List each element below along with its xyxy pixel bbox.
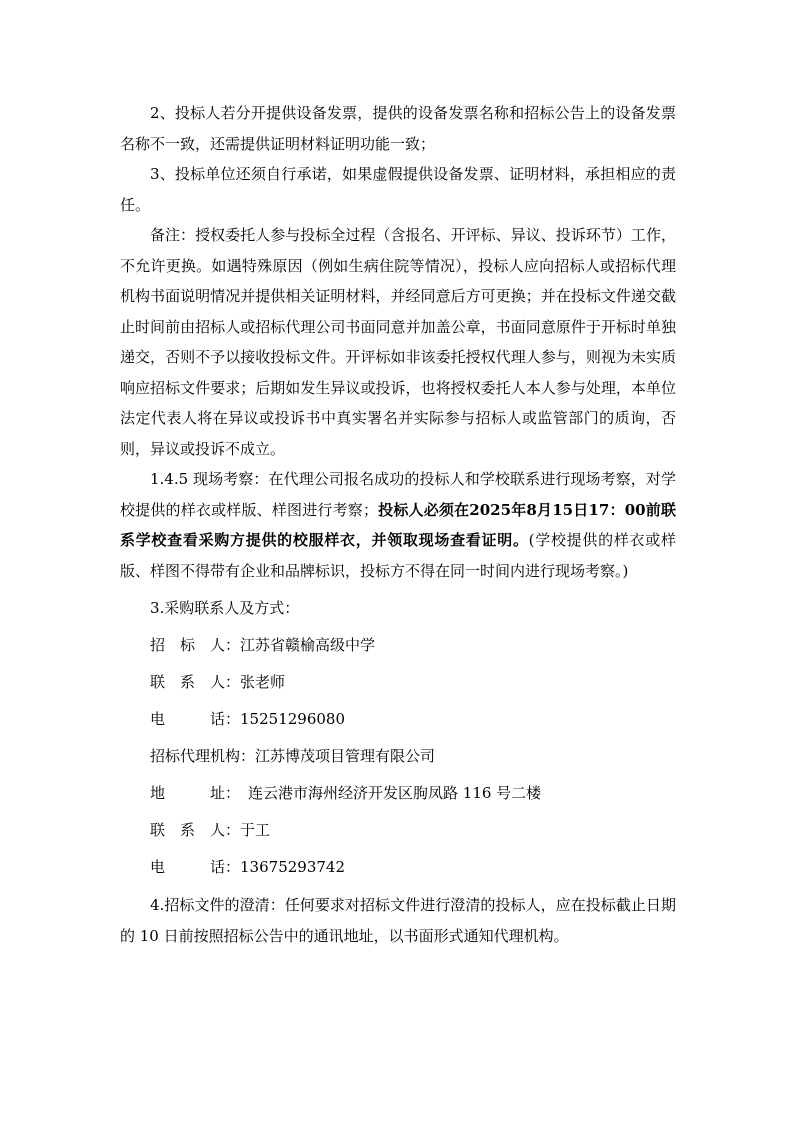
tenderer-label: 招 标 人： — [150, 636, 241, 654]
phone2-label: 电 话： — [150, 858, 241, 876]
contact1-row — [120, 664, 676, 701]
agency-value: 江苏博茂项目管理有限公司 — [255, 747, 436, 765]
site-visit-deadline: 投标人必须在2025年8月15日17：00前联系学校查看采购方提供的校服样衣，并领取现场查看证明。 — [120, 500, 676, 549]
phone2-value: 13675293742 — [240, 858, 345, 876]
paragraph-remark: 备注：授权委托人参与投标全过程（含报名、开评标、异议、投诉环节）工作，不允许更换。如遇特殊原因（例如生病住院等情况），投标人应向招标人或招标代理机构书面说明情况并提供相关证明材料，并经同意后方可更换；并在投标文件递交截止时间前由招标人或招标代理公司书面同意并加盖公章，书面同意原件于开标时单独递交，否则不予以接收投标文件。开评标如非该委托授权代理人参与，则视为未实质响应招标文件要求；后期如发生异议或投诉，也将授权委托人本人参与处理，本单位法定代表人将在异议或投诉书中真实署名并实际参与招标人或监管部门的质询，否则，异议或投诉不成立。 — [120, 226, 676, 458]
contact2-row — [120, 812, 676, 849]
paragraph-invoice-name: 2、投标人若分开提供设备发票，提供的设备发票名称和招标公告上的设备发票名称不一致，还需提供证明材料证明功能一致； — [120, 104, 676, 153]
address-label: 地 址： — [150, 784, 241, 802]
paragraph-site-visit — [120, 464, 676, 586]
contact1-value: 张老师 — [240, 673, 286, 691]
contact1-label: 联 系 人： — [150, 673, 241, 691]
tenderer-row — [120, 627, 676, 664]
agency-label: 招标代理机构： — [150, 747, 256, 765]
address-value: 连云港市海州经济开发区朐凤路 116 号二楼 — [248, 784, 542, 802]
agency-row — [120, 738, 676, 775]
phone1-row — [120, 701, 676, 738]
paragraph-commitment: 3、投标单位还须自行承诺，如果虚假提供设备发票、证明材料，承担相应的责任。 — [120, 165, 676, 214]
document-page — [120, 98, 676, 951]
address-row — [120, 775, 676, 812]
site-visit-note: (学校提供的样衣或样版、样图不得带有企业和品牌标识，投标方不得在同一时间内进行现场考察。) — [120, 531, 676, 580]
phone2-row — [120, 849, 676, 886]
contact-heading: 3.采购联系人及方式： — [150, 599, 300, 617]
contact2-value: 于工 — [240, 821, 271, 839]
paragraph-clarification: 4.招标文件的澄清：任何要求对招标文件进行澄清的投标人，应在投标截止日期的 10 日前按照招标公告中的通讯地址，以书面形式通知代理机构。 — [120, 896, 676, 945]
site-visit-lead: 1.4.5 现场考察：在代理公司报名成功的投标人和学校联系进行现场考察，对学校提供的样衣或样版、样图进行考察； — [120, 470, 676, 519]
phone1-label: 电 话： — [150, 710, 241, 728]
contact2-label: 联 系 人： — [150, 821, 241, 839]
tenderer-value: 江苏省赣榆高级中学 — [240, 636, 376, 654]
phone1-value: 15251296080 — [240, 710, 345, 728]
